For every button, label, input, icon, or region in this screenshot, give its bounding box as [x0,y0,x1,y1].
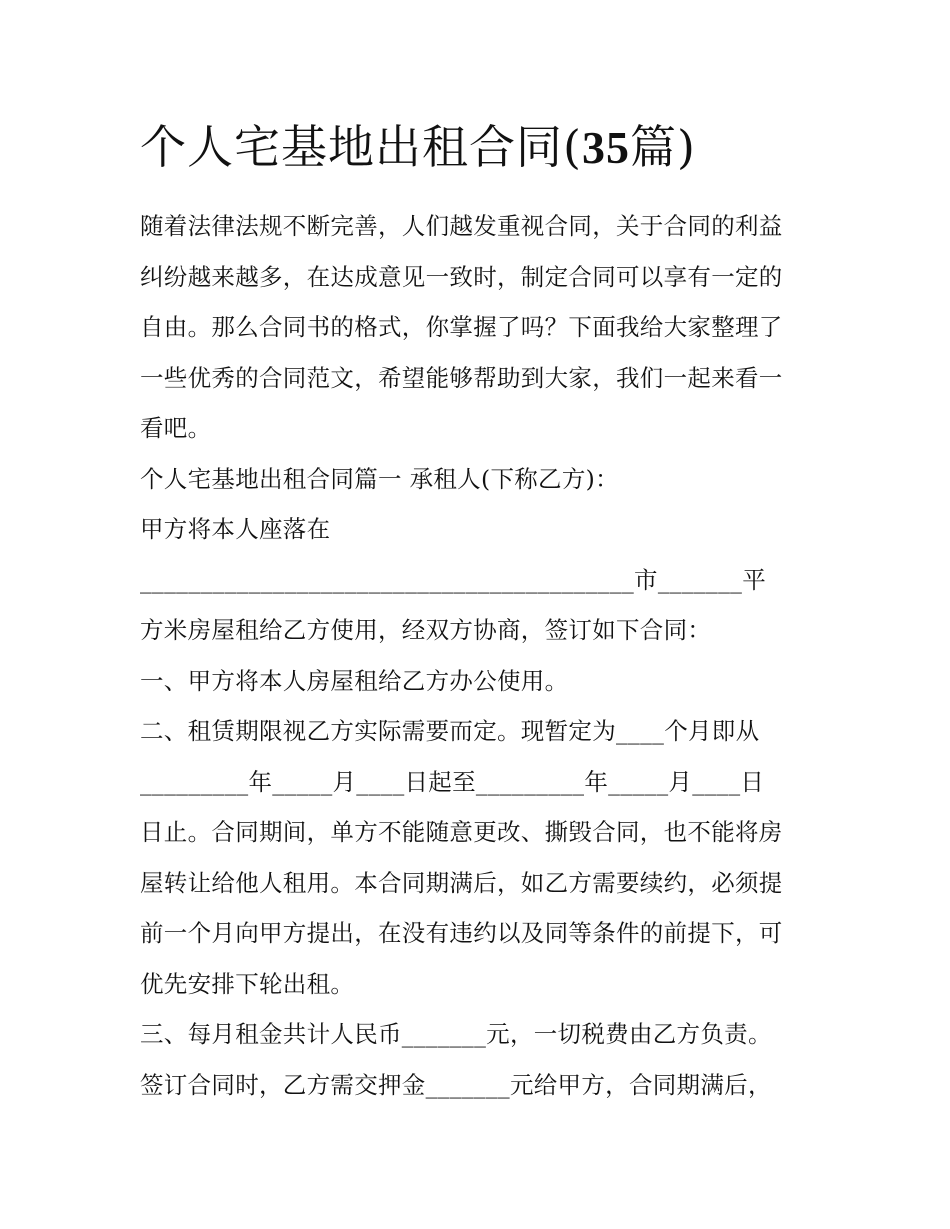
clause-1: 一、甲方将本人房屋租给乙方办公使用。 [140,666,569,695]
blank-fill-line: _________________________________________市_______平 [140,565,766,594]
section-heading: 个人宅基地出租合同篇一 承租人(下称乙方)： [140,464,619,493]
title-suffix: 篇) [629,120,696,174]
text-line: 签订合同时，乙方需交押金_______元给甲方，合同期满后， [140,1070,772,1099]
document-title [140,112,820,183]
text-line: 一些优秀的合同范文，希望能够帮助到大家，我们一起来看一 [140,363,783,392]
clause-2: 二、租赁期限视乙方实际需要而定。现暂定为____个月即从 [140,717,760,745]
text-line: 随着法律法规不断完善，人们越发重视合同，关于合同的利益 [140,212,783,240]
title-prefix: 个人宅基地出租合同( [140,120,582,174]
text-line: 纠纷越来越多，在达成意见一致时，制定合同可以享有一定的 [140,262,783,291]
text-line: 前一个月向甲方提出，在没有违约以及同等条件的前提下，可 [140,919,783,947]
text-line: 方米房屋租给乙方使用，经双方协商，签订如下合同： [140,616,712,644]
text-line: 屋转让给他人租用。本合同期满后，如乙方需要续约，必须提 [140,868,783,897]
title-number: 35 [581,122,630,173]
text-line: 自由。那么合同书的格式，你掌握了吗？下面我给大家整理了 [140,313,783,341]
text-line: 日止。合同期间，单方不能随意更改、撕毁合同，也不能将房 [140,818,783,846]
document-body [140,112,820,1110]
text-line: 甲方将本人座落在 [140,515,331,543]
text-line: 优先安排下轮出租。 [140,969,355,998]
clause-3: 三、每月租金共计人民币_______元，一切税费由乙方负责。 [140,1020,772,1048]
text-line: 看吧。 [140,414,212,442]
blank-fill-line: _________年_____月____日起至_________年_____月____日 [140,767,765,796]
